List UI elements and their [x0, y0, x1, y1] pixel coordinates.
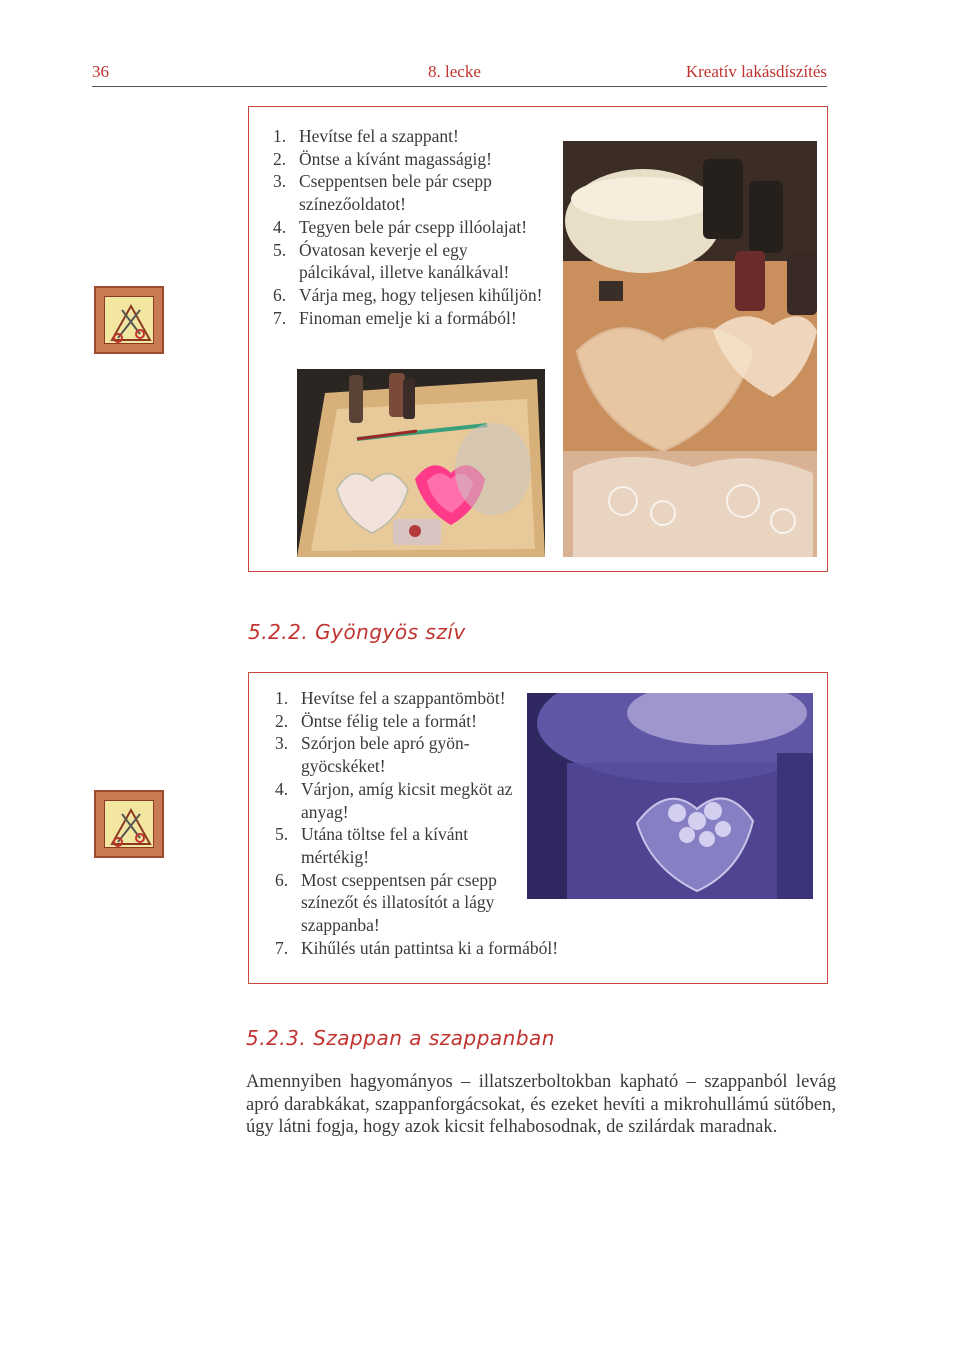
list-item: 1. Hevítse fel a szappant! [273, 126, 459, 146]
section-title-gyongyos-sziv: 5.2.2. Gyöngyös szív [248, 620, 466, 644]
craft-badge-2 [94, 790, 164, 858]
list-item: 7. Kihűlés után pattintsa ki a formából! [275, 937, 559, 958]
page-header [92, 62, 827, 87]
craft-badge-1 [94, 286, 164, 354]
list-item: 2. Öntse félig tele a formát! [275, 710, 477, 731]
steps-list-1 [273, 125, 543, 329]
list-item: 7. Finoman emelje ki a formából! [273, 307, 517, 328]
list-item: 4. Tegyen bele pár csepp illóolajat! [273, 216, 528, 237]
scissors-icon [96, 288, 166, 356]
lesson-label: 8. lecke [428, 62, 481, 81]
list-item: 5. Utána töltse fel a kívánt mértékig! [275, 824, 469, 867]
instructions-box-2 [248, 672, 828, 984]
list-item: 5. Óvatosan keverje el egy pálcikával, illetve kanálkával! [273, 239, 510, 283]
list-item: 6. Most cseppentsen pár csepp színezőt és illatosítót a lágy szappanba! [275, 869, 497, 936]
list-item: 3. Szórjon bele apró gyön-gyöcskéket! [275, 733, 470, 777]
photo-pearl-heart [527, 693, 813, 899]
list-item: 6. Várja meg, hogy teljesen kihűljön! [273, 284, 543, 305]
section-title-szappan-a-szappanban: 5.2.3. Szappan a szappanban [246, 1026, 555, 1050]
book-title: Kreatív lakásdíszítés [685, 62, 827, 81]
photo-heart-soap [297, 369, 545, 557]
list-item: 3. Cseppentsen bele pár csepp színezőoldatot! [273, 171, 492, 215]
page-number: 36 [92, 62, 109, 81]
list-item: 4. Várjon, amíg kicsit megköt az anyag! [275, 778, 513, 822]
photo-soap-bowl [563, 141, 817, 557]
list-item: 2. Öntse a kívánt magasságig! [273, 148, 492, 169]
list-item: 1. Hevítse fel a szappantömböt! [275, 688, 506, 708]
instructions-box-1 [248, 106, 828, 572]
body-paragraph: Amennyiben hagyományos – illatszerboltokban kapható – szappanból levág apró darabkákat, szappanforgácsokat, és ezeket hevíti a mikrohullámú sütőben, úgy látni fogja, hogy azok kicsit felhabosodnak, de szilárdak maradnak. [246, 1072, 836, 1137]
triangle-ruler-icon [96, 792, 166, 860]
